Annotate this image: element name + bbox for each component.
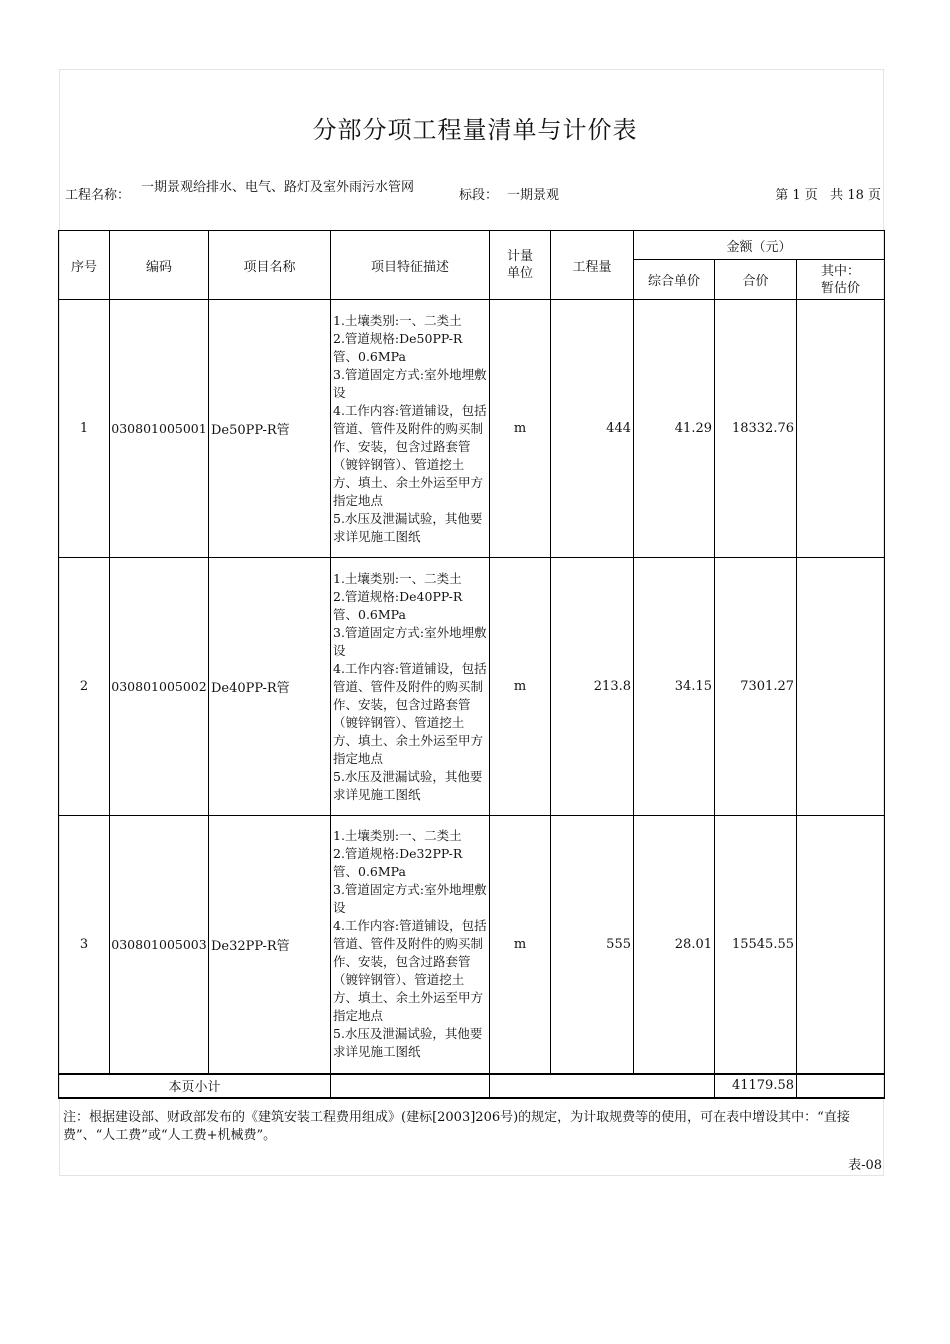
section-name: 一期景观: [507, 188, 560, 203]
row-seq: 3: [59, 816, 110, 1074]
col-qty-header: 工程量: [551, 231, 634, 300]
row-code: 030801005003: [110, 816, 209, 1074]
row-seq: 2: [59, 558, 110, 816]
section-label: 标段：: [459, 188, 499, 203]
bill-of-quantities-table: [58, 230, 885, 1099]
row-code: 030801005001: [110, 300, 209, 558]
subtotal-provisional-cell: [797, 1074, 885, 1098]
row-unit: m: [490, 300, 551, 558]
row-desc: 1.土壤类别:一、二类土 2.管道规格:De50PP-R管、0.6MPa 3.管道固定方式:室外地埋敷设 4.工作内容:管道铺设，包括管道、管件及附件的购买制作、安装，包含过路套管（镀锌钢管）、管道挖土方、填土、余土外运至甲方指定地点 5.水压及泄漏试验，其他要求详见施工图纸: [331, 300, 490, 558]
footnote: 注：根据建设部、财政部发布的《建筑安装工程费用组成》(建标[2003]206号)的规定，为计取规费等的使用，可在表中增设其中：“直接费”、“人工费”或“人工费+机械费”。: [63, 1110, 850, 1143]
row-qty: 444: [551, 300, 634, 558]
project-label: 工程名称：: [65, 188, 131, 203]
subtotal-value: 41179.58: [715, 1074, 797, 1098]
subtotal-desc-cell: [331, 1074, 490, 1098]
col-total-header: 合价: [715, 260, 797, 300]
row-code: 030801005002: [110, 558, 209, 816]
row-provisional: [797, 300, 885, 558]
row-unit-price: 41.29: [634, 300, 715, 558]
table-row: [59, 558, 885, 816]
subtotal-empty-cell: [490, 1074, 715, 1098]
col-desc-header: 项目特征描述: [331, 231, 490, 300]
col-name-header: 项目名称: [209, 231, 331, 300]
subtotal-label: 本页小计: [59, 1074, 331, 1098]
row-provisional: [797, 558, 885, 816]
col-provisional-header: 其中：暂估价: [797, 260, 885, 300]
row-total: 7301.27: [715, 558, 797, 816]
row-name: De40PP-R管: [209, 558, 331, 816]
col-unit-header: 计量单位: [490, 231, 551, 300]
row-name: De32PP-R管: [209, 816, 331, 1074]
row-total: 18332.76: [715, 300, 797, 558]
row-total: 15545.55: [715, 816, 797, 1074]
form-number: 表-08: [848, 1158, 882, 1173]
col-amount-group-header: 金额（元）: [634, 231, 885, 260]
row-qty: 555: [551, 816, 634, 1074]
col-unit-price-header: 综合单价: [634, 260, 715, 300]
row-qty: 213.8: [551, 558, 634, 816]
table-row: [59, 300, 885, 558]
project-name: 一期景观给排水、电气、路灯及室外雨污水管网: [141, 180, 415, 195]
row-provisional: [797, 816, 885, 1074]
row-unit: m: [490, 816, 551, 1074]
col-code-header: 编码: [110, 231, 209, 300]
row-unit-price: 28.01: [634, 816, 715, 1074]
page-title: 分部分项工程量清单与计价表: [312, 116, 638, 144]
subtotal-row: [59, 1074, 885, 1098]
row-unit: m: [490, 558, 551, 816]
col-seq-header: 序号: [59, 231, 110, 300]
row-desc: 1.土壤类别:一、二类土 2.管道规格:De40PP-R管、0.6MPa 3.管道固定方式:室外地埋敷设 4.工作内容:管道铺设，包括管道、管件及附件的购买制作、安装，包含过路套管（镀锌钢管）、管道挖土方、填土、余土外运至甲方指定地点 5.水压及泄漏试验，其他要求详见施工图纸: [331, 558, 490, 816]
row-seq: 1: [59, 300, 110, 558]
row-name: De50PP-R管: [209, 300, 331, 558]
row-unit-price: 34.15: [634, 558, 715, 816]
table-row: [59, 816, 885, 1074]
row-desc: 1.土壤类别:一、二类土 2.管道规格:De32PP-R管、0.6MPa 3.管道固定方式:室外地埋敷设 4.工作内容:管道铺设，包括管道、管件及附件的购买制作、安装，包含过路套管（镀锌钢管）、管道挖土方、填土、余土外运至甲方指定地点 5.水压及泄漏试验，其他要求详见施工图纸: [331, 816, 490, 1074]
page-info: 第 1 页 共 18 页: [775, 188, 881, 203]
